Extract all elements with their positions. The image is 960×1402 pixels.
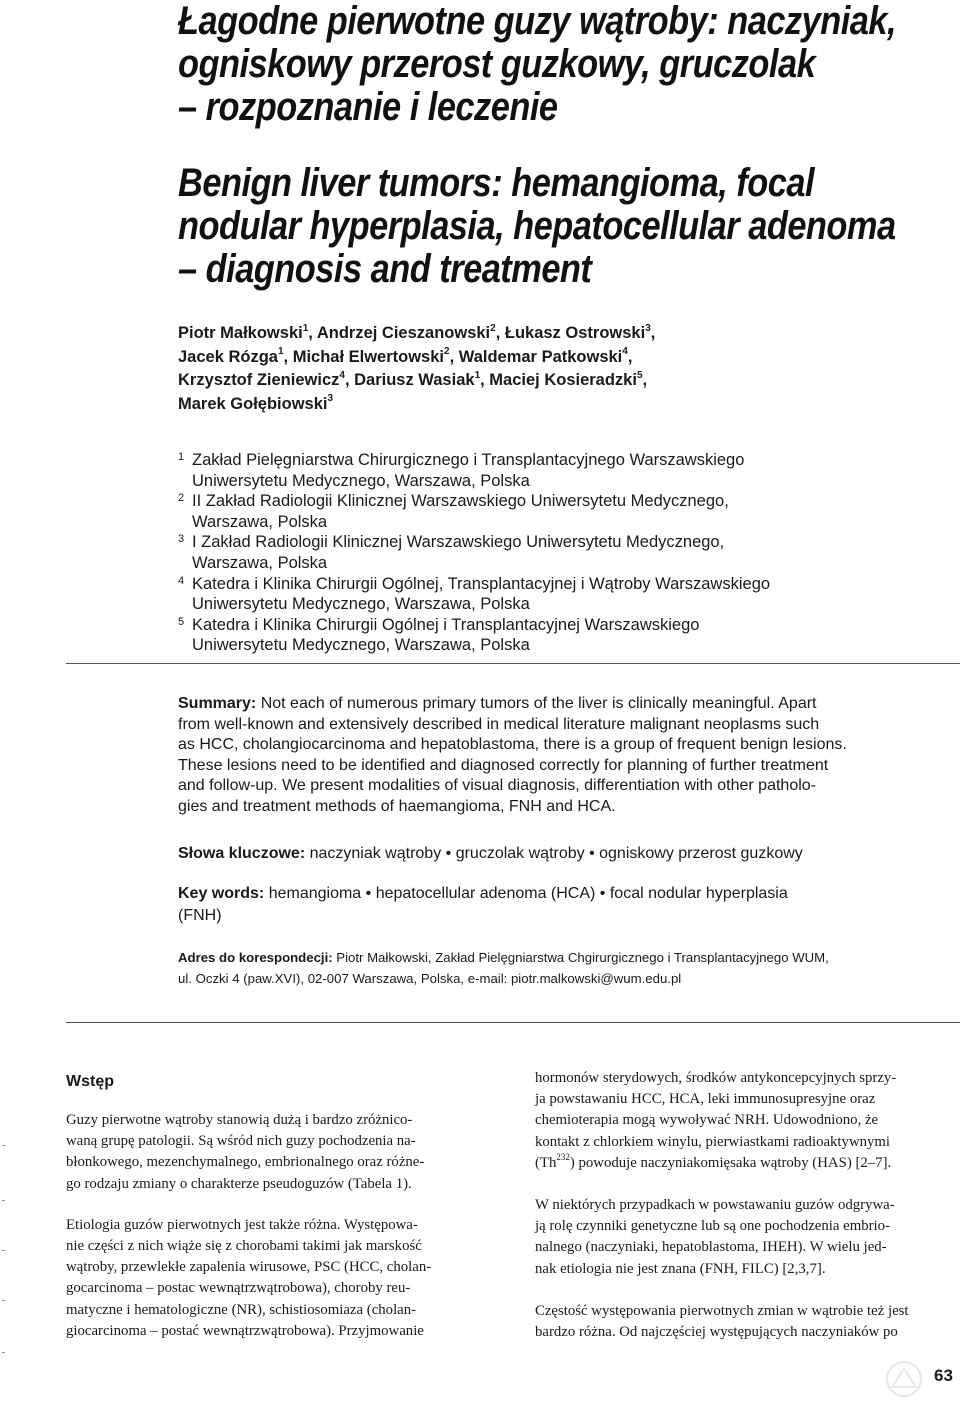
title-polish	[178, 0, 897, 129]
correspondence-line: ul. Oczki 4 (paw.XVI), 02-007 Warszawa, Polska, e-mail: piotr.malkowski@wum.edu.pl	[178, 971, 682, 986]
author-affiliation-mark: 1	[474, 369, 481, 381]
author-affiliation-mark: 2	[490, 322, 496, 334]
author-name: Waldemar Patkowski	[458, 347, 623, 366]
text-line: nak etiologia nie jest znana (FNH, FILC) [2,3,7].	[535, 1260, 826, 1277]
title-english-line: nodular hyperplasia, hepatocellular adenoma	[178, 204, 896, 248]
affiliation-number: 5	[178, 615, 185, 628]
author-line	[178, 393, 948, 417]
summary-line: These lesions need to be identified and diagnosed correctly for planning of further treatment	[178, 756, 829, 774]
affiliation-line: II Zakład Radiologii Klinicznej Warszawskiego Uniwersytetu Medycznego,	[192, 492, 729, 511]
right-column	[535, 1068, 960, 1343]
text-line: giocarcinoma – postać wewnątrzwątrobowa). Przyjmowanie	[66, 1322, 424, 1339]
summary-label: Summary:	[178, 695, 257, 712]
title-english-line: – diagnosis and treatment	[178, 247, 592, 291]
text-line: nie części z nich wiąże się z chorobami takimi jak marskość	[66, 1238, 422, 1255]
author-line: Piotr Małkowski$^1$, Andrzej Cieszanowski$^2$, Łukasz Ostrowski$^3$,	[178, 322, 656, 342]
summary-line: gies and treatment methods of haemangioma, FNH and HCA.	[178, 797, 616, 815]
text-line: wątroby, przewlekłe zapalenia wirusowe, PSC (HCC, cholan-	[66, 1259, 432, 1276]
author-name: Dariusz Wasiak	[354, 371, 475, 389]
text-line: go rodzaju zmiany o charakterze pseudoguzów (Tabela 1).	[66, 1175, 412, 1192]
text-line: bardzo różna. Od najczęściej występujących naczyniaków po	[535, 1324, 898, 1341]
affiliation-line: Warszawa, Polska	[192, 512, 328, 531]
author-name: Łukasz Ostrowski	[504, 324, 646, 342]
title-polish-line: – rozpoznanie i leczenie	[178, 85, 558, 129]
text-line	[535, 1153, 960, 1174]
correspondence-text: Piotr Małkowski, Zakład Pielęgniarstwa Chgirurgicznego i Transplantacyjnego WUM,	[332, 950, 829, 965]
text-line: W niektórych przypadkach w powstawaniu guzów odgrywa-	[535, 1197, 895, 1214]
correspondence-line	[178, 947, 960, 968]
margin-tick	[2, 1352, 5, 1353]
author-list	[178, 322, 948, 416]
keywords-polish	[178, 844, 803, 865]
author-name: Michał Elwertowski	[292, 347, 444, 366]
affiliation-line: Uniwersytetu Medycznego, Warszawa, Polska	[192, 595, 530, 614]
affiliation-line: Uniwersytetu Medycznego, Warszawa, Polska	[192, 636, 530, 655]
text-line: matyczne i hematologiczne (NR), schistiosomiaza (cholan-	[66, 1301, 417, 1318]
author-name: Maciej Kosieradzki	[489, 371, 637, 389]
author-affiliation-mark: 3	[327, 393, 334, 404]
text-line: kontakt z chlorkiem winylu, pierwiastkami radioaktywnymi	[535, 1133, 891, 1150]
author-name: Piotr Małkowski	[178, 324, 303, 342]
abstract-summary	[178, 694, 960, 817]
summary-line: from well-known and extensively described in medical literature malignant neoplasms such	[178, 715, 820, 733]
affiliation-line: Warszawa, Polska	[192, 553, 328, 572]
paragraph	[535, 1301, 960, 1343]
affiliation-line: Zakład Pielęgniarstwa Chirurgicznego i Transplantacyjnego Warszawskiego	[192, 451, 745, 469]
text-line: nalnego (naczyniaki, hepatoblastoma, IHEH). W wielu jed-	[535, 1239, 887, 1256]
page-number: 63	[934, 1366, 953, 1385]
summary-line: as HCC, cholangiocarcinoma and hepatoblastoma, there is a group of frequent benign lesions.	[178, 736, 847, 753]
author-name: Krzysztof Zieniewicz	[178, 371, 340, 389]
affiliation-number: 3	[178, 533, 185, 546]
journal-logo-icon	[884, 1359, 924, 1399]
affiliation-number: 4	[178, 574, 185, 587]
summary-line	[178, 694, 960, 715]
affiliation-item	[178, 574, 938, 615]
keywords-polish-label: Słowa kluczowe:	[178, 845, 306, 862]
author-affiliation-mark: 2	[444, 346, 450, 357]
text-line: ja powstawaniu HCC, HCA, leki immunosupresyjne oraz	[535, 1091, 876, 1108]
text-line: Częstość występowania pierwotnych zmian w wątrobie też jest	[535, 1302, 909, 1319]
affiliation-line: Uniwersytetu Medycznego, Warszawa, Polska	[192, 471, 530, 490]
paragraph	[66, 1215, 496, 1342]
affiliation-line: I Zakład Radiologii Klinicznej Warszawskiego Uniwersytetu Medycznego,	[192, 533, 725, 552]
affiliation-line: Katedra i Klinika Chirurgii Ogólnej i Transplantacyjnej Warszawskiego	[192, 615, 700, 634]
text-line: waną grupę patologii. Są wśród nich guzy pochodzenia na-	[66, 1133, 416, 1150]
author-line: Jacek Rózga$^1$, Michał Elwertowski$^2$, Waldemar Patkowski$^4$,	[178, 346, 633, 366]
affiliation-item	[178, 450, 938, 491]
divider-top	[66, 663, 960, 664]
text-line: błonkowego, mezenchymalnego, embrionalnego oraz różne-	[66, 1154, 425, 1171]
affiliation-list	[178, 450, 938, 656]
author-affiliation-mark: 1	[302, 322, 309, 334]
margin-tick	[2, 1250, 5, 1251]
keywords-english-label: Key words:	[178, 885, 265, 902]
author-name: Marek Gołębiowski	[178, 394, 328, 413]
affiliation-item	[178, 491, 938, 532]
summary-line: and follow-up. We present modalities of visual diagnosis, differentiation with other patholo-	[178, 777, 816, 794]
affiliation-number: 2	[178, 492, 185, 505]
author-name: Jacek Rózga	[178, 347, 278, 366]
text-fragment: (Th	[535, 1154, 557, 1171]
affiliation-line: Katedra i Klinika Chirurgii Ogólnej, Transplantacyjnej i Wątroby Warszawskiego	[192, 574, 771, 593]
title-polish-line: ogniskowy przerost guzkowy, gruczolak	[178, 42, 816, 86]
margin-tick	[2, 1200, 5, 1201]
text-fragment: ) powoduje naczyniakomięsaka wątroby (HAS) [2–7].	[569, 1154, 892, 1171]
affiliation-item	[178, 615, 938, 656]
author-name: Andrzej Cieszanowski	[316, 324, 491, 342]
author-line: Krzysztof Zieniewicz$^4$, Dariusz Wasiak$^1$, Maciej Kosieradzki$^5$,	[178, 369, 648, 389]
section-heading-intro: Wstęp	[66, 1073, 114, 1090]
keywords-english-line: (FNH)	[178, 907, 222, 924]
text-line: gocarcinoma – postac wewnątrzwątrobowa), choroby reu-	[66, 1280, 411, 1297]
title-polish-line: Łagodne pierwotne guzy wątroby: naczyniak,	[178, 0, 897, 43]
author-affiliation-mark: 3	[645, 322, 651, 334]
author-affiliation-mark: 1	[277, 346, 284, 357]
keywords-english-text: hemangioma • hepatocellular adenoma (HCA) • focal nodular hyperplasia	[264, 885, 788, 902]
author-affiliation-mark: 4	[622, 346, 628, 357]
text-line: Etiologia guzów pierwotnych jest także różna. Występowa-	[66, 1216, 418, 1233]
author-affiliation-mark: 5	[636, 369, 643, 381]
margin-tick	[2, 1145, 5, 1146]
text-line: ją rolę czynniki genetyczne lub są one pochodzenia embrio-	[535, 1218, 890, 1235]
author-affiliation-mark: 4	[339, 369, 345, 381]
left-column	[66, 1110, 496, 1342]
paragraph	[66, 1110, 496, 1195]
affiliation-number: 1	[178, 451, 185, 463]
correspondence-address	[178, 947, 960, 989]
affiliation-item	[178, 532, 938, 573]
divider-bottom	[66, 1022, 960, 1023]
correspondence-label: Adres do korespondecji:	[178, 950, 333, 965]
isotope-superscript: 232	[556, 1151, 570, 1162]
summary-text: Not each of numerous primary tumors of the liver is clinically meaningful. Apart	[256, 695, 817, 712]
paragraph	[535, 1068, 960, 1174]
paragraph	[535, 1195, 960, 1280]
keywords-english-line	[178, 883, 960, 905]
title-english	[178, 161, 896, 291]
text-line: hormonów sterydowych, środków antykoncepcyjnych sprzy-	[535, 1070, 897, 1086]
keywords-polish-text: naczyniak wątroby • gruczolak wątroby • ogniskowy przerost guzkowy	[305, 845, 803, 862]
title-english-line: Benign liver tumors: hemangioma, focal	[178, 161, 815, 205]
margin-tick	[2, 1300, 5, 1301]
text-line: chemioterapia mogą wywoływać NRH. Udowodniono, że	[535, 1112, 879, 1129]
text-line: Guzy pierwotne wątroby stanowią dużą i bardzo zróżnico-	[66, 1112, 413, 1128]
keywords-english	[178, 883, 960, 927]
